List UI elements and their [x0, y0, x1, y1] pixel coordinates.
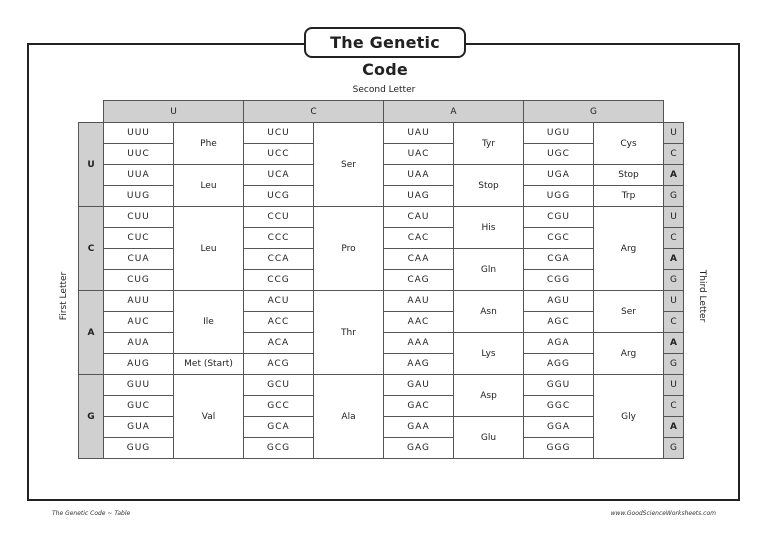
amino-acid-cell: Val: [174, 375, 244, 459]
third-letter-cell: C: [664, 312, 684, 333]
codon-cell: UGC: [524, 144, 594, 165]
codon-cell: UGA: [524, 165, 594, 186]
codon-cell: GGU: [524, 375, 594, 396]
amino-acid-cell: His: [454, 207, 524, 249]
third-letter-cell: A: [664, 417, 684, 438]
third-letter-cell: G: [664, 270, 684, 291]
header-row: [79, 101, 684, 123]
codon-cell: CUC: [104, 228, 174, 249]
amino-acid-cell: Ala: [314, 375, 384, 459]
codon-cell: GCG: [244, 438, 314, 459]
second-letter-header: A: [384, 101, 524, 123]
amino-acid-cell: Leu: [174, 165, 244, 207]
third-letter-cell: A: [664, 165, 684, 186]
third-letter-cell: U: [664, 375, 684, 396]
codon-cell: ACU: [244, 291, 314, 312]
codon-cell: GCA: [244, 417, 314, 438]
third-letter-cell: A: [664, 249, 684, 270]
codon-cell: CGU: [524, 207, 594, 228]
first-letter-cell: C: [79, 207, 104, 291]
codon-cell: UAG: [384, 186, 454, 207]
codon-cell: CUG: [104, 270, 174, 291]
third-letter-cell: G: [664, 438, 684, 459]
codon-cell: UUU: [104, 123, 174, 144]
third-letter-cell: U: [664, 123, 684, 144]
corner-blank: [664, 101, 684, 123]
amino-acid-cell: Trp: [594, 186, 664, 207]
codon-cell: CCC: [244, 228, 314, 249]
third-letter-cell: A: [664, 333, 684, 354]
third-letter-cell: C: [664, 396, 684, 417]
codon-cell: UAC: [384, 144, 454, 165]
amino-acid-cell: Met (Start): [174, 354, 244, 375]
table-row: [79, 375, 684, 396]
codon-cell: UGU: [524, 123, 594, 144]
codon-cell: CCG: [244, 270, 314, 291]
amino-acid-cell: Ser: [594, 291, 664, 333]
codon-cell: AGU: [524, 291, 594, 312]
second-letter-header: G: [524, 101, 664, 123]
table-row: [79, 123, 684, 144]
footer-caption: The Genetic Code ~ Table: [52, 510, 131, 517]
codon-cell: AUU: [104, 291, 174, 312]
amino-acid-cell: Thr: [314, 291, 384, 375]
table-row: [79, 291, 684, 312]
codon-cell: CGA: [524, 249, 594, 270]
amino-acid-cell: Pro: [314, 207, 384, 291]
codon-cell: CCU: [244, 207, 314, 228]
codon-cell: GAA: [384, 417, 454, 438]
codon-cell: GCC: [244, 396, 314, 417]
third-letter-label: Third Letter: [697, 269, 707, 323]
amino-acid-cell: Lys: [454, 333, 524, 375]
codon-cell: UCG: [244, 186, 314, 207]
codon-cell: CGG: [524, 270, 594, 291]
first-letter-label: First Letter: [59, 271, 69, 321]
amino-acid-cell: Ile: [174, 291, 244, 354]
codon-cell: CUU: [104, 207, 174, 228]
codon-cell: GUU: [104, 375, 174, 396]
codon-cell: CUA: [104, 249, 174, 270]
codon-cell: GUG: [104, 438, 174, 459]
first-letter-cell: U: [79, 123, 104, 207]
amino-acid-cell: Asp: [454, 375, 524, 417]
codon-cell: CGC: [524, 228, 594, 249]
amino-acid-cell: Stop: [454, 165, 524, 207]
codon-cell: GAU: [384, 375, 454, 396]
amino-acid-cell: Tyr: [454, 123, 524, 165]
codon-cell: CAG: [384, 270, 454, 291]
codon-cell: AGA: [524, 333, 594, 354]
codon-cell: GGG: [524, 438, 594, 459]
codon-cell: CCA: [244, 249, 314, 270]
codon-cell: UGG: [524, 186, 594, 207]
codon-cell: UAA: [384, 165, 454, 186]
table-row: [79, 207, 684, 228]
codon-cell: AUA: [104, 333, 174, 354]
codon-cell: AAA: [384, 333, 454, 354]
footer-website: www.GoodScienceWorksheets.com: [610, 510, 716, 517]
first-letter-cell: G: [79, 375, 104, 459]
codon-cell: UCA: [244, 165, 314, 186]
codon-cell: UAU: [384, 123, 454, 144]
codon-cell: ACA: [244, 333, 314, 354]
codon-cell: GUC: [104, 396, 174, 417]
genetic-code-table: [78, 100, 684, 459]
corner-blank: [79, 101, 104, 123]
codon-cell: GGA: [524, 417, 594, 438]
codon-cell: GGC: [524, 396, 594, 417]
codon-cell: AGC: [524, 312, 594, 333]
third-letter-cell: G: [664, 354, 684, 375]
amino-acid-cell: Glu: [454, 417, 524, 459]
third-letter-cell: U: [664, 207, 684, 228]
first-letter-cell: A: [79, 291, 104, 375]
codon-cell: GUA: [104, 417, 174, 438]
codon-cell: ACC: [244, 312, 314, 333]
page-title: The Genetic Code: [304, 27, 466, 58]
amino-acid-cell: Stop: [594, 165, 664, 186]
codon-cell: CAA: [384, 249, 454, 270]
amino-acid-cell: Cys: [594, 123, 664, 165]
second-letter-header: C: [244, 101, 384, 123]
amino-acid-cell: Gln: [454, 249, 524, 291]
codon-cell: UCC: [244, 144, 314, 165]
amino-acid-cell: Arg: [594, 207, 664, 291]
codon-cell: GAC: [384, 396, 454, 417]
amino-acid-cell: Gly: [594, 375, 664, 459]
amino-acid-cell: Arg: [594, 333, 664, 375]
codon-cell: CAU: [384, 207, 454, 228]
amino-acid-cell: Leu: [174, 207, 244, 291]
third-letter-cell: C: [664, 144, 684, 165]
amino-acid-cell: Ser: [314, 123, 384, 207]
third-letter-cell: C: [664, 228, 684, 249]
second-letter-header: U: [104, 101, 244, 123]
codon-cell: ACG: [244, 354, 314, 375]
codon-cell: UUC: [104, 144, 174, 165]
third-letter-cell: U: [664, 291, 684, 312]
codon-cell: AGG: [524, 354, 594, 375]
third-letter-cell: G: [664, 186, 684, 207]
codon-cell: AAG: [384, 354, 454, 375]
second-letter-label: Second Letter: [352, 85, 416, 95]
codon-cell: AUC: [104, 312, 174, 333]
codon-cell: GAG: [384, 438, 454, 459]
codon-cell: UUA: [104, 165, 174, 186]
codon-cell: UUG: [104, 186, 174, 207]
codon-cell: AAU: [384, 291, 454, 312]
codon-cell: CAC: [384, 228, 454, 249]
amino-acid-cell: Phe: [174, 123, 244, 165]
amino-acid-cell: Asn: [454, 291, 524, 333]
codon-cell: UCU: [244, 123, 314, 144]
codon-cell: AUG: [104, 354, 174, 375]
codon-cell: GCU: [244, 375, 314, 396]
codon-cell: AAC: [384, 312, 454, 333]
